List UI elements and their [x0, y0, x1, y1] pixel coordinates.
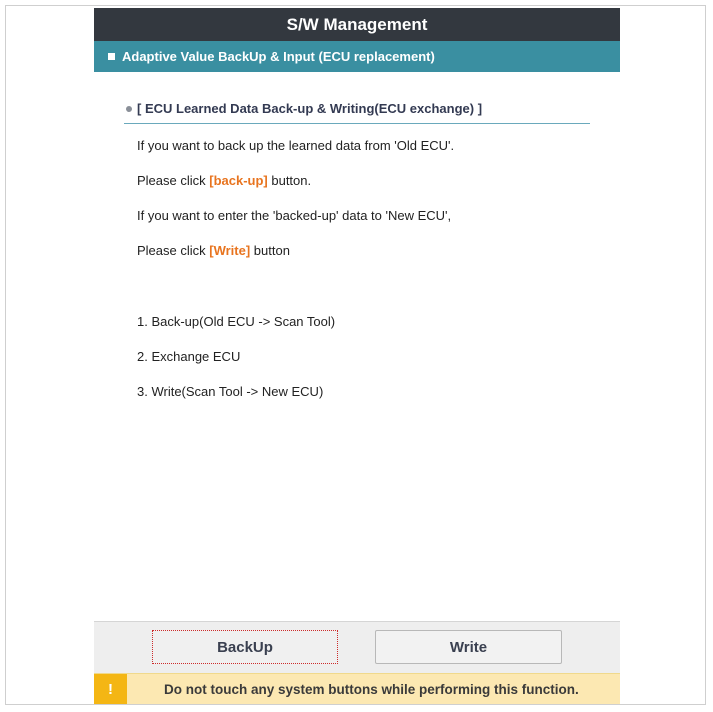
step-item: 1. Back-up(Old ECU -> Scan Tool): [137, 314, 336, 329]
sw-management-panel: [94, 8, 620, 704]
write-keyword: [Write]: [209, 243, 251, 258]
section-heading: [124, 99, 590, 124]
subheader-label: Adaptive Value BackUp & Input (ECU replacement): [122, 49, 435, 64]
warning-bar: [94, 673, 620, 704]
section-title: [ ECU Learned Data Back-up & Writing(ECU exchange) ]: [137, 101, 483, 116]
instruction-text: Please click: [137, 243, 210, 258]
instruction-line-1: If you want to back up the learned data from 'Old ECU'.: [137, 138, 455, 153]
backup-button[interactable]: BackUp: [152, 630, 338, 664]
backup-keyword: [back-up]: [209, 173, 268, 188]
instruction-text: button: [250, 243, 290, 258]
instruction-line-4: [137, 242, 290, 260]
step-item: 2. Exchange ECU: [137, 349, 241, 364]
button-footer: [94, 621, 620, 674]
dot-bullet-icon: [126, 106, 132, 112]
square-bullet-icon: [108, 53, 115, 60]
subheader-bar: [94, 41, 620, 72]
instruction-text: Please click: [137, 173, 210, 188]
instruction-line-3: If you want to enter the 'backed-up' data to 'New ECU',: [137, 208, 452, 223]
step-item: 3. Write(Scan Tool -> New ECU): [137, 384, 324, 399]
warning-text: Do not touch any system buttons while performing this function.: [164, 682, 579, 697]
warning-icon: !: [94, 674, 127, 704]
page-title: S/W Management: [94, 8, 620, 41]
instruction-line-2: [137, 172, 311, 190]
write-button[interactable]: Write: [375, 630, 562, 664]
instruction-text: button.: [267, 173, 312, 188]
